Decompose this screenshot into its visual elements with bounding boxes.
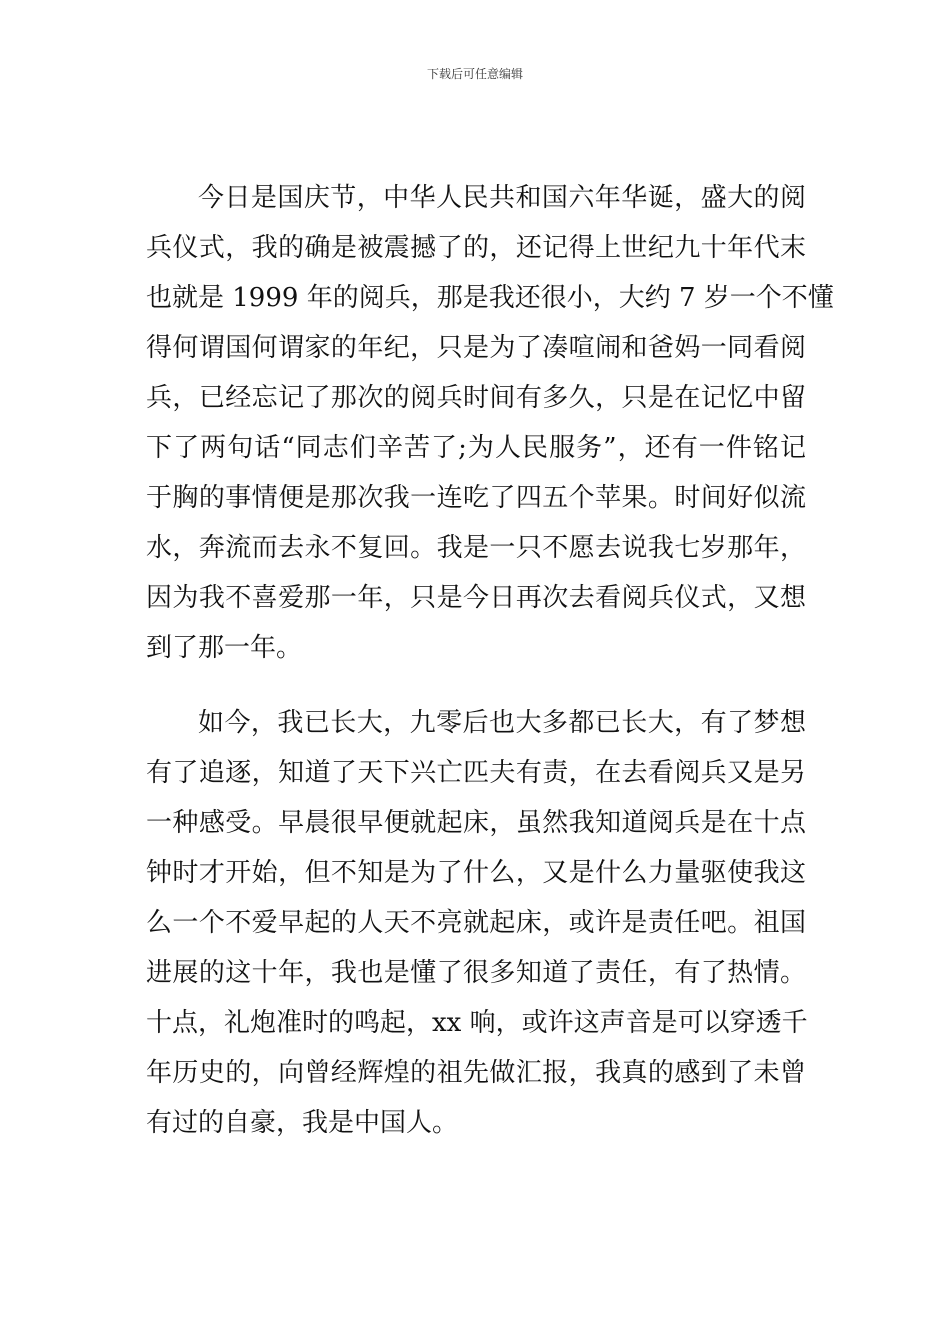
paragraph-1-line: 因为我不喜爱那一年，只是今日再次去看阅兵仪式，又想: [146, 583, 806, 613]
paragraph-1-line: 兵，已经忘记了那次的阅兵时间有多久，只是在记忆中留: [146, 383, 806, 413]
paragraph-2-line: 有了追逐，知道了天下兴亡匹夫有责，在去看阅兵又是另: [146, 758, 806, 788]
paragraph-1-line: 水，奔流而去永不复回。我是一只不愿去说我七岁那年，: [146, 533, 806, 563]
page-header: 下载后可任意编辑: [426, 67, 523, 81]
paragraph-1-line: 下了两句话“同志们辛苦了;为人民服务”，还有一件铭记: [146, 433, 806, 463]
paragraph-1-line: 到了那一年。: [146, 633, 303, 663]
paragraph-2: [146, 698, 806, 1148]
paragraph-2-line: 有过的自豪，我是中国人。: [146, 1108, 459, 1138]
paragraph-1-line: 也就是 1999 年的阅兵，那是我还很小，大约 7 岁一个不懂: [146, 283, 834, 313]
paragraph-1: [146, 173, 834, 673]
paragraph-2-line: 钟时才开始，但不知是为了什么，又是什么力量驱使我这: [146, 858, 806, 888]
paragraph-1-line: 今日是国庆节，中华人民共和国六年华诞，盛大的阅: [198, 183, 806, 213]
paragraph-2-line: 么一个不爱早起的人天不亮就起床，或许是责任吧。祖国: [146, 908, 806, 938]
paragraph-2-line: 如今，我已长大，九零后也大多都已长大，有了梦想: [198, 708, 806, 738]
paragraph-2-line: 年历史的，向曾经辉煌的祖先做汇报，我真的感到了未曾: [146, 1058, 806, 1088]
paragraph-2-line: 进展的这十年，我也是懂了很多知道了责任，有了热情。: [146, 958, 806, 988]
paragraph-2-line: 一种感受。早晨很早便就起床，虽然我知道阅兵是在十点: [146, 808, 806, 838]
paragraph-1-line: 得何谓国何谓家的年纪，只是为了凑喧闹和爸妈一同看阅: [146, 333, 806, 363]
paragraph-2-line: 十点，礼炮准时的鸣起，xx 响，或许这声音是可以穿透千: [146, 1008, 808, 1038]
paragraph-1-line: 于胸的事情便是那次我一连吃了四五个苹果。时间好似流: [146, 483, 806, 513]
paragraph-1-line: 兵仪式，我的确是被震撼了的，还记得上世纪九十年代末: [146, 233, 806, 263]
